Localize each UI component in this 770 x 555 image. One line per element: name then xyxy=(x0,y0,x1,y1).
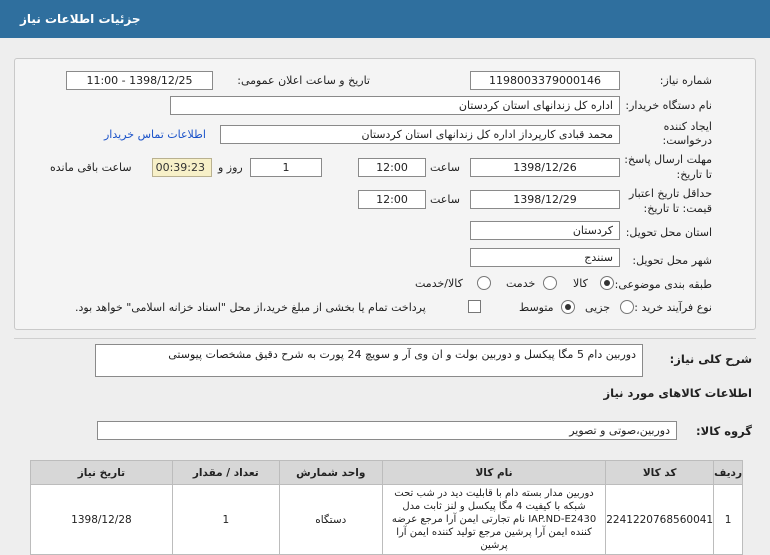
category-radio-goods-service[interactable] xyxy=(477,276,491,290)
validity-date-field: 1398/12/29 xyxy=(470,190,620,209)
category-option-service: خدمت xyxy=(506,277,536,290)
validity-time-label: ساعت xyxy=(430,193,460,206)
send-deadline-label-2: تا تاریخ: xyxy=(676,168,712,181)
purchase-radio-minor[interactable] xyxy=(620,300,634,314)
goods-section-title: اطلاعات کالاهای مورد نیاز xyxy=(603,386,752,400)
page-header xyxy=(0,0,770,38)
col-header-unit: واحد شمارش xyxy=(279,461,382,485)
buyer-org-field: اداره کل زندانهای استان کردستان xyxy=(170,96,620,115)
need-number-label: شماره نیاز: xyxy=(659,74,712,87)
purchase-type-label: نوع فرآیند خرید : xyxy=(634,301,712,314)
send-deadline-label-1: مهلت ارسال پاسخ: xyxy=(624,153,712,166)
table-row xyxy=(31,485,743,555)
category-radio-goods[interactable] xyxy=(600,276,614,290)
creator-field: محمد قبادی کارپرداز اداره کل زندانهای استان کردستان xyxy=(220,125,620,144)
send-deadline-time-field: 12:00 xyxy=(358,158,426,177)
buyer-org-label: نام دستگاه خریدار: xyxy=(625,99,712,112)
buyer-contact-link[interactable]: اطلاعات تماس خریدار xyxy=(104,128,206,141)
col-header-date: تاریخ نیاز xyxy=(31,461,173,485)
col-header-name: نام کالا xyxy=(382,461,605,485)
province-label: استان محل تحویل: xyxy=(625,226,712,239)
need-number-field: 1198003379000146 xyxy=(470,71,620,90)
treasury-payment-text: پرداخت تمام یا بخشی از مبلغ خرید،از محل "اسناد خزانه اسلامی" خواهد بود. xyxy=(75,301,426,314)
page-title: جزئیات اطلاعات نیاز xyxy=(20,12,141,26)
send-deadline-date-field: 1398/12/26 xyxy=(470,158,620,177)
category-option-goods: کالا xyxy=(573,277,588,290)
category-label: طبقه بندی موضوعی: xyxy=(614,278,712,291)
goods-group-field: دوربین،صوتی و تصویر xyxy=(97,421,677,440)
validity-label-1: حداقل تاریخ اعتبار xyxy=(628,187,712,200)
purchase-radio-medium[interactable] xyxy=(561,300,575,314)
summary-field: دوربین دام 5 مگا پیکسل و دوربین بولت و ان وی آر و سویچ 24 پورت به شرح دقیق مشخصات پیوستی xyxy=(95,344,643,377)
send-time-label: ساعت xyxy=(430,161,460,174)
remaining-label: ساعت باقی مانده xyxy=(50,161,132,174)
purchase-option-medium: متوسط xyxy=(519,301,554,314)
announce-field: 1398/12/25 - 11:00 xyxy=(66,71,213,90)
days-label: روز و xyxy=(218,161,243,174)
cell-name: دوربین مدار بسته دام با قابلیت دید در شب تحت شبکه با کیفیت 4 مگا پیکسل و لنز ثابت مدل IAP.ND-E2430 نام تجارتی ایمن آرا مرجع عرضه کننده ایمن آرا پرشین مرجع تولید کننده ایمن آرا پرشین xyxy=(382,485,605,555)
category-radio-service[interactable] xyxy=(543,276,557,290)
province-field: کردستان xyxy=(470,221,620,240)
validity-time-field: 12:00 xyxy=(358,190,426,209)
validity-label-2: قیمت: تا تاریخ: xyxy=(643,202,712,215)
treasury-payment-checkbox[interactable] xyxy=(468,300,481,313)
creator-label-1: ایجاد کننده xyxy=(663,120,712,133)
city-field: سنندج xyxy=(470,248,620,267)
summary-label: شرح کلی نیاز: xyxy=(669,352,752,366)
purchase-option-minor: جزیی xyxy=(585,301,611,314)
divider xyxy=(14,338,756,339)
remaining-timer: 00:39:23 xyxy=(152,158,212,177)
creator-label-2: درخواست: xyxy=(662,134,712,147)
goods-group-label: گروه کالا: xyxy=(696,424,752,438)
city-label: شهر محل تحویل: xyxy=(632,254,712,267)
days-field: 1 xyxy=(250,158,322,177)
cell-qty: 1 xyxy=(172,485,279,555)
cell-row-no: 1 xyxy=(714,485,743,555)
announce-label: تاریخ و ساعت اعلان عمومی: xyxy=(237,74,370,87)
cell-date: 1398/12/28 xyxy=(31,485,173,555)
goods-table xyxy=(30,460,743,555)
cell-unit: دستگاه xyxy=(279,485,382,555)
table-header-row xyxy=(31,461,743,485)
cell-code: 2241220768560041 xyxy=(606,485,714,555)
col-header-code: کد کالا xyxy=(606,461,714,485)
category-option-goods-service: کالا/خدمت xyxy=(415,277,463,290)
col-header-qty: تعداد / مقدار xyxy=(172,461,279,485)
col-header-row-no: ردیف xyxy=(714,461,743,485)
